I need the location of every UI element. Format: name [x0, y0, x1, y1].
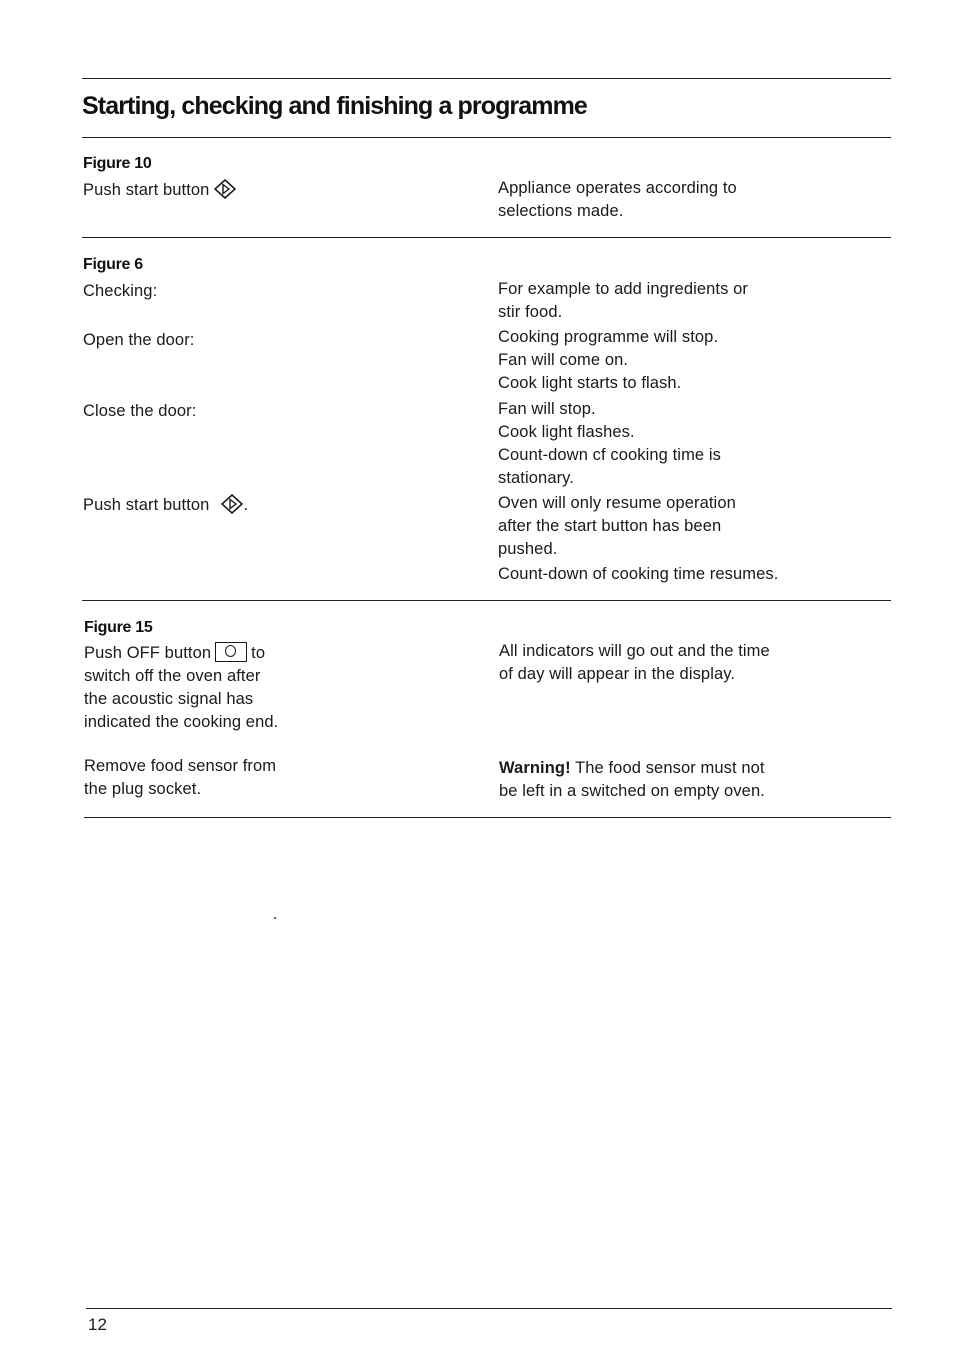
- section-rule: [82, 237, 891, 238]
- figure-10-label: Figure 10: [83, 155, 152, 172]
- top-rule: [82, 78, 891, 79]
- checking-desc-line: stir food.: [498, 303, 563, 321]
- sensor-instruction: [84, 755, 276, 801]
- checking-label: Checking:: [83, 282, 158, 300]
- off-instruction-line: indicated the cooking end.: [84, 713, 279, 731]
- off-button-icon: [215, 642, 247, 662]
- close-desc-line: Count-down cf cooking time is: [498, 446, 721, 464]
- off-instruction-line: the acoustic signal has: [84, 690, 254, 708]
- section-end-rule: [84, 817, 891, 818]
- push-start-suffix: .: [243, 496, 249, 514]
- off-description: [499, 640, 770, 686]
- close-door-description: [498, 398, 721, 490]
- fig10-desc-line: selections made.: [498, 202, 624, 220]
- open-door-description: [498, 326, 718, 395]
- fig10-instruction: [83, 179, 236, 206]
- warning-text: [499, 757, 765, 803]
- open-desc-line: Fan will come on.: [498, 351, 629, 369]
- push-desc-line: after the start button has been: [498, 517, 722, 535]
- push-start-instruction: [83, 494, 248, 521]
- off-instruction: [84, 642, 278, 734]
- close-desc-line: Cook light flashes.: [498, 423, 635, 441]
- off-instruction-line: [84, 642, 278, 665]
- off-instruction-line: switch off the oven after: [84, 667, 261, 685]
- open-desc-line: Cook light starts to flash.: [498, 374, 682, 392]
- title-rule: [82, 137, 891, 138]
- footer-rule: [86, 1308, 892, 1309]
- checking-description: [498, 278, 748, 324]
- close-door-label: Close the door:: [83, 402, 197, 420]
- warning-rest: The food sensor must not: [575, 759, 765, 777]
- sensor-line: the plug socket.: [84, 780, 202, 798]
- sensor-line: Remove food sensor from: [84, 757, 277, 775]
- page-title: Starting, checking and finishing a programme: [82, 92, 587, 120]
- warning-label: Warning!: [499, 759, 571, 777]
- start-diamond-icon: [214, 179, 236, 206]
- push-desc-line: pushed.: [498, 540, 558, 558]
- open-door-label: Open the door:: [83, 331, 195, 349]
- close-desc-line: Fan will stop.: [498, 400, 596, 418]
- checking-desc-line: For example to add ingredients or: [498, 280, 749, 298]
- warning-line: be left in a switched on empty oven.: [499, 782, 765, 800]
- close-desc-line: stationary.: [498, 469, 574, 487]
- fig10-instruction-text: Push start button: [83, 181, 210, 199]
- off-prefix: Push OFF button: [84, 644, 212, 662]
- figure-15-label: Figure 15: [84, 619, 153, 636]
- figure-6-label: Figure 6: [83, 256, 143, 273]
- speck: [274, 917, 276, 919]
- fig10-desc-line: Appliance operates according to: [498, 179, 737, 197]
- fig10-description: [498, 177, 737, 223]
- resume-description: Count-down of cooking time resumes.: [498, 565, 779, 583]
- page-number: 12: [88, 1315, 107, 1334]
- off-desc-line: of day will appear in the display.: [499, 665, 736, 683]
- section-rule: [82, 600, 891, 601]
- off-desc-line: All indicators will go out and the time: [499, 642, 770, 660]
- push-start-description: [498, 492, 736, 561]
- warning-line: [499, 757, 765, 780]
- start-diamond-icon: [221, 494, 243, 521]
- off-suffix: to: [251, 644, 266, 662]
- open-desc-line: Cooking programme will stop.: [498, 328, 719, 346]
- push-start-text: Push start button: [83, 496, 210, 514]
- push-desc-line: Oven will only resume operation: [498, 494, 736, 512]
